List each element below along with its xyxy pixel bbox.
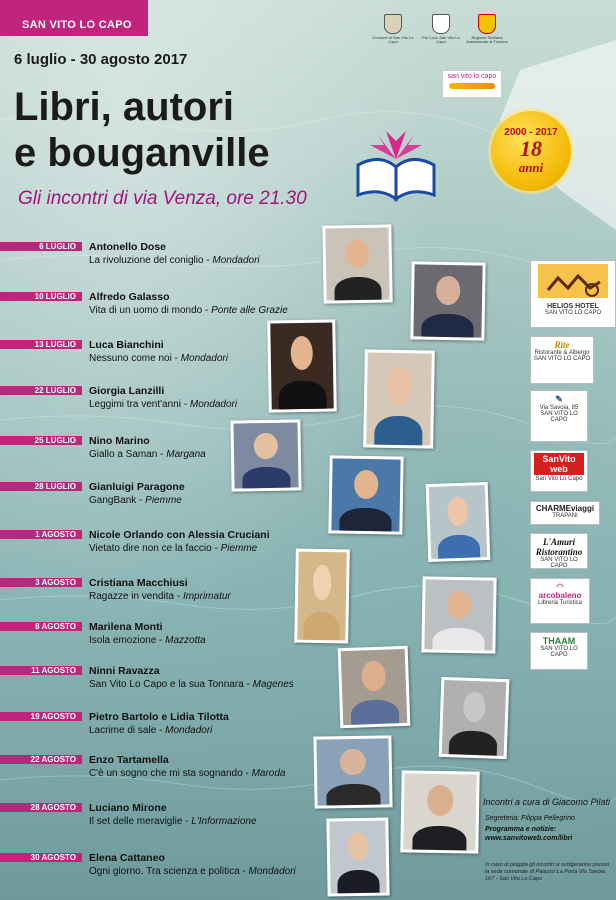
author-photo (400, 770, 479, 853)
event-author: Pietro Bartolo e Lidia Tilotta (89, 711, 229, 723)
author-photo (439, 677, 510, 759)
secretary-info: Segreteria: Filippa Pellegrino (485, 815, 575, 822)
rain-notice: In caso di pioggia gli incontri si svolgeranno presso la sede comunale di Palazzo La Porta Via Savoia, 167 - San Vito Lo Capo (485, 862, 610, 882)
program-url[interactable]: www.sanvitoweb.com/libri (485, 835, 573, 842)
event-author: Elena Cattaneo (89, 852, 165, 864)
author-photo (421, 576, 496, 653)
sponsor-arcobaleno: ◠ arcobaleno Libreria Turistica (530, 578, 590, 624)
event-book: Il set delle meraviglie - L'Informazione (89, 816, 257, 827)
partner-logo-regione: Regione Siciliana Assessorato al Turismo (464, 14, 510, 48)
event-book: Ragazze in vendita - Imprimatur (89, 591, 231, 602)
author-photo (230, 419, 301, 491)
ristorante-logo-icon: Rite (554, 340, 570, 350)
title-line-1: Libri, autori (14, 85, 234, 129)
book-flower-logo (350, 117, 445, 205)
sponsor-sanvitoweb: SanVito web San Vito Lo Capo (530, 450, 588, 492)
event-book: San Vito Lo Capo e la sua Tonnara - Magenes (89, 679, 294, 690)
event-date-label: 30 AGOSTO (0, 853, 82, 862)
event-date-label: 19 AGOSTO (0, 712, 82, 721)
event-author: Luciano Mirone (89, 802, 167, 814)
sponsor-thaam: THAAM SAN VITO LO CAPO (530, 632, 588, 670)
event-date-label: 6 LUGLIO (0, 242, 82, 251)
event-book: Ogni giorno. Tra scienza e politica - Mondadori (89, 866, 296, 877)
event-author: Ninni Ravazza (89, 665, 160, 677)
sponsor-helios-hotel: HELIOS HOTEL SAN VITO LO CAPO (530, 260, 616, 328)
author-photo (326, 817, 389, 896)
author-photo (328, 455, 403, 534)
event-author: Antonello Dose (89, 241, 167, 253)
sponsor-via-savoia: ✎ Via Savoia, 85 SAN VITO LO CAPO (530, 390, 588, 442)
event-date-label: 25 LUGLIO (0, 436, 82, 445)
event-book: Nessuno come noi - Mondadori (89, 353, 228, 364)
crest-icon (478, 14, 496, 34)
chariot-icon (538, 264, 608, 298)
event-date-label: 1 AGOSTO (0, 530, 82, 539)
author-photo (410, 261, 485, 340)
event-author: Enzo Tartamella (89, 754, 169, 766)
sponsor-ristorante: Rite Ristorante & Albergo SAN VITO LO CAPO (530, 336, 594, 384)
banner-text: SAN VITO LO CAPO (22, 19, 132, 31)
program-label: Programma e notizie: (485, 826, 557, 833)
sponsor-lamuri: L'Amuri Ristorantino SAN VITO LO CAPO (530, 533, 588, 569)
event-book: GangBank - Piemme (89, 495, 182, 506)
event-date-label: 11 AGOSTO (0, 666, 82, 675)
shop-logo-icon: ✎ (555, 394, 563, 404)
partner-logo-comune: Comune di San Vito Lo Capo (370, 14, 416, 48)
crest-icon (432, 14, 450, 34)
rainbow-icon: ◠ (556, 582, 564, 591)
event-book: Giallo a Saman - Margana (89, 449, 206, 460)
event-book: Lacrime di sale - Mondadori (89, 725, 213, 736)
event-author: Nino Marino (89, 435, 150, 447)
event-author: Marilena Monti (89, 621, 163, 633)
sun-icon (449, 83, 495, 89)
event-author: Alfredo Galasso (89, 291, 170, 303)
event-date-label: 28 AGOSTO (0, 803, 82, 812)
event-book: Vietato dire non ce la faccio - Piemme (89, 543, 258, 554)
crest-icon (384, 14, 402, 34)
event-book: Leggimi tra vent'anni - Mondadori (89, 399, 238, 410)
author-photo (363, 349, 435, 448)
author-photo (294, 549, 350, 644)
event-author: Gianluigi Paragone (89, 481, 185, 493)
event-date-label: 22 AGOSTO (0, 755, 82, 764)
event-date-label: 22 LUGLIO (0, 386, 82, 395)
event-date-label: 3 AGOSTO (0, 578, 82, 587)
title-line-2: e bouganville (14, 131, 270, 175)
event-author: Nicole Orlando con Alessia Cruciani (89, 529, 270, 541)
location-banner (0, 0, 148, 36)
curator-credit: Incontri a cura di Giacomo Pilati (483, 797, 611, 807)
san-vito-logo: san vito lo capo (442, 70, 502, 98)
event-book: C'è un sogno che mi sta sognando - Maroda (89, 768, 286, 779)
sponsor-charme-viaggi: CHARMEviaggi TRAPANI (530, 501, 600, 525)
event-book: La rivoluzione del coniglio - Mondadori (89, 255, 260, 266)
author-photo (426, 482, 491, 562)
event-author: Giorgia Lanzilli (89, 385, 165, 397)
anniversary-badge: 2000 - 2017 18 anni (491, 111, 571, 191)
event-book: Isola emozione - Mazzotta (89, 635, 206, 646)
author-photo (322, 224, 392, 303)
subtitle: Gli incontri di via Venza, ore 21.30 (18, 188, 307, 209)
festival-dates: 6 luglio - 30 agosto 2017 (14, 51, 188, 68)
event-date-label: 10 LUGLIO (0, 292, 82, 301)
author-photo (267, 319, 337, 412)
event-date-label: 13 LUGLIO (0, 340, 82, 349)
event-book: Vita di un uomo di mondo - Ponte alle Grazie (89, 305, 288, 316)
author-photo (338, 646, 411, 728)
event-author: Cristiana Macchiusi (89, 577, 188, 589)
author-photo (313, 735, 392, 808)
event-date-label: 28 LUGLIO (0, 482, 82, 491)
event-date-label: 8 AGOSTO (0, 622, 82, 631)
event-author: Luca Bianchini (89, 339, 164, 351)
partner-logo-proloco: Pro Loco San Vito Lo Capo (418, 14, 464, 48)
